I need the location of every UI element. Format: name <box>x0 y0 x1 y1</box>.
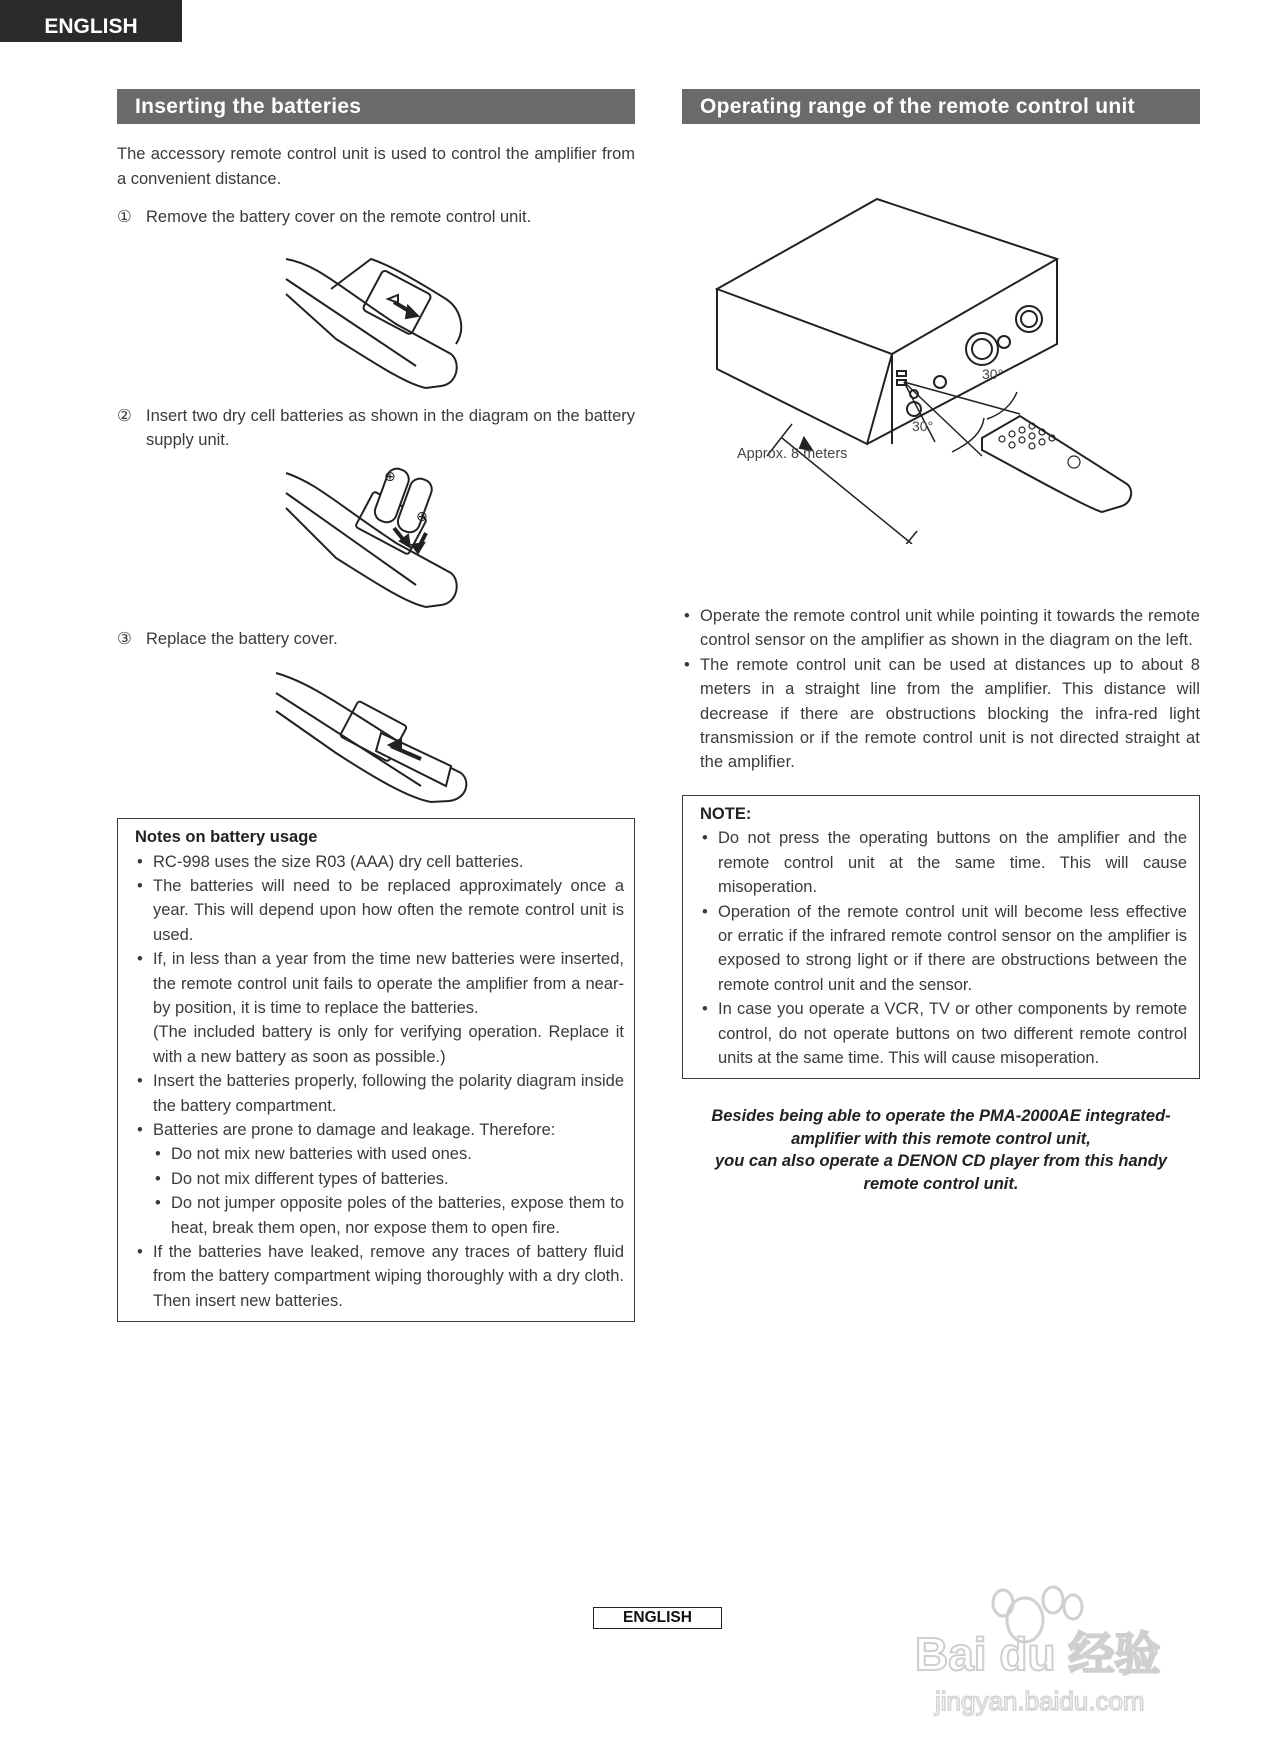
list-item: • The batteries will need to be replaced approximately once a year. This will depend upon how often the remote control unit is used. <box>135 874 624 947</box>
remove-cover-illustration <box>276 244 476 394</box>
insert-batteries-illustration <box>276 463 476 613</box>
notes-on-battery-usage-box <box>117 818 635 1322</box>
closing-line: amplifier with this remote control unit, <box>791 1129 1091 1148</box>
list-item: • RC-998 uses the size R03 (AAA) dry cell batteries. <box>135 850 624 874</box>
section-title-inserting-batteries: Inserting the batteries <box>117 89 635 124</box>
angle-label-top: 30° <box>982 366 1004 382</box>
step-text: Remove the battery cover on the remote control unit. <box>146 208 532 226</box>
step-3 <box>117 627 635 652</box>
closing-line: remote control unit. <box>863 1174 1019 1193</box>
list-item: • In case you operate a VCR, TV or other components by remote control, do not operate buttons on two different remote control units at the same time. This will cause misoperation. <box>700 997 1187 1070</box>
operating-range-diagram <box>682 194 1200 544</box>
step-1 <box>117 205 635 230</box>
replace-cover-illustration <box>271 661 481 806</box>
angle-label-bottom: 30° <box>912 418 934 434</box>
list-item: • If, in less than a year from the time new batteries were inserted, the remote control unit fails to operate the amplifier from a near-by position, it is time to replace the batteries. <box>135 947 624 1020</box>
watermark-url: jingyan.baidu.com <box>935 1686 1145 1716</box>
list-item: • Operate the remote control unit while pointing it towards the remote control sensor on the amplifier as shown in the diagram on the left. <box>682 604 1200 653</box>
list-item: • Do not press the operating buttons on the amplifier and the remote control unit at the same time. This will cause misoperation. <box>700 826 1187 899</box>
list-item: • Insert the batteries properly, following the polarity diagram inside the battery compartment. <box>135 1069 624 1118</box>
sub-list-item: • Do not jumper opposite poles of the batteries, expose them to heat, break them open, nor expose them to open fire. <box>135 1191 624 1240</box>
closing-line: Besides being able to operate the PMA-2000AE integrated- <box>711 1107 1171 1126</box>
step-number: ① <box>117 208 132 226</box>
note-title: NOTE: <box>700 804 752 823</box>
list-item: • Operation of the remote control unit will become less effective or erratic if the infrared remote control sensor on the amplifier is exposed to strong light or if there are obstructions between the remote control unit and the sensor. <box>700 900 1187 998</box>
list-item: • The remote control unit can be used at distances up to about 8 meters in a straight line from the amplifier. This distance will decrease if there are obstructions blocking the infra-red light transmission or if the remote control unit is not directed straight at the amplifier. <box>682 653 1200 775</box>
right-column <box>682 89 1200 1195</box>
notes-title: Notes on battery usage <box>135 828 318 846</box>
step-number: ③ <box>117 629 132 648</box>
svg-text:⊕: ⊕ <box>416 507 428 524</box>
section-title-operating-range: Operating range of the remote control unit <box>682 89 1200 124</box>
notes-list <box>135 850 624 1314</box>
footer-language-tag: ENGLISH <box>593 1607 722 1629</box>
baidu-watermark <box>905 1575 1205 1725</box>
svg-text:⊕: ⊕ <box>384 467 396 484</box>
list-item: • If the batteries have leaked, remove any traces of battery fluid from the battery compartment wiping thoroughly with a dry cloth. Then insert new batteries. <box>135 1240 624 1313</box>
note-box <box>682 795 1200 1080</box>
step-2 <box>117 404 635 453</box>
step-text: Replace the battery cover. <box>146 629 338 648</box>
left-column <box>117 89 635 1322</box>
list-item: • Batteries are prone to damage and leakage. Therefore: <box>135 1118 624 1142</box>
distance-label: Approx. 8 meters <box>737 446 848 462</box>
step-text: Insert two dry cell batteries as shown in the diagram on the battery supply unit. <box>146 406 635 449</box>
closing-line: you can also operate a DENON CD player from this handy <box>714 1152 1168 1171</box>
note-list <box>700 826 1187 1070</box>
step-number: ② <box>117 406 132 425</box>
language-tab: ENGLISH <box>0 0 182 42</box>
sub-list-item: • Do not mix different types of batteries. <box>135 1167 624 1191</box>
closing-statement <box>682 1105 1200 1195</box>
list-item-continuation: (The included battery is only for verifying operation. Replace it with a new battery as soon as possible.) <box>153 1023 624 1066</box>
sub-list-item: • Do not mix new batteries with used ones. <box>135 1142 624 1166</box>
watermark-brand: Bai du 经验 <box>915 1628 1161 1680</box>
operating-range-bullets <box>682 604 1200 775</box>
intro-paragraph: The accessory remote control unit is used to control the amplifier from a convenient distance. <box>117 145 635 188</box>
